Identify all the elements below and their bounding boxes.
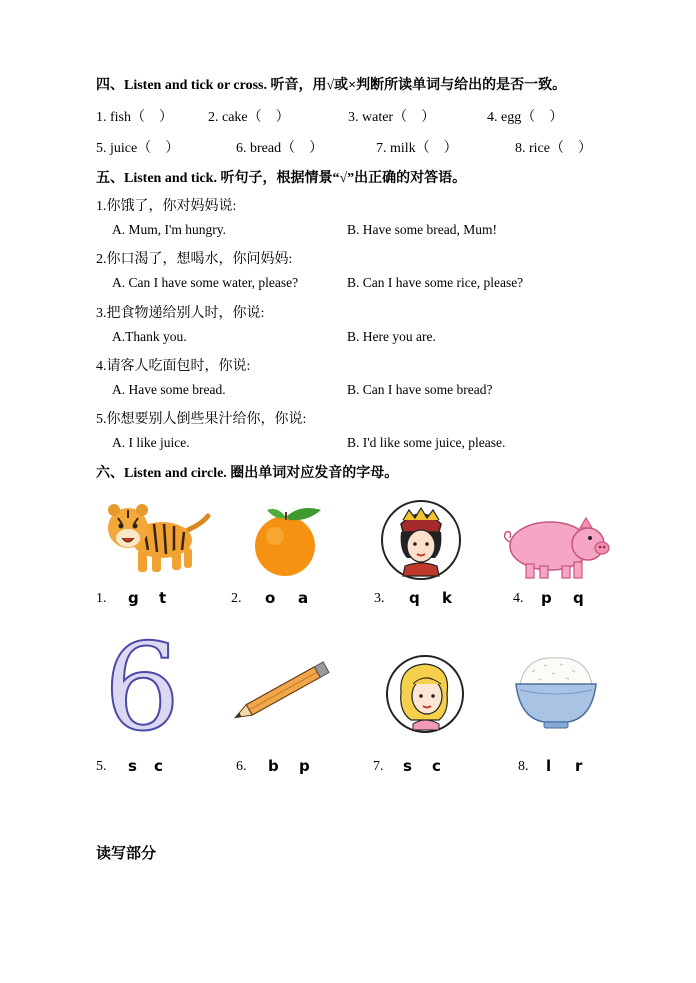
question-5: 5.你想要别人倒些果汁给你，你说:	[96, 412, 307, 427]
question-2-option-b: B. Can I have some rice, please?	[347, 275, 524, 290]
question-5-option-b: B. I'd like some juice, please.	[347, 435, 506, 450]
rice-bowl-icon	[512, 650, 600, 732]
question-2-option-a: A. Can I have some water, please?	[112, 275, 299, 290]
circle-item-5-letter-a[interactable]: s	[128, 757, 137, 775]
section4-heading: 四、Listen and tick or cross. 听音，用√或×判断所读单词与给出的是否一致。	[96, 78, 567, 93]
number-six-icon: 6	[103, 619, 181, 758]
section4-item-8: 8. rice（ ）	[515, 141, 592, 156]
question-1-option-a: A. Mum, I'm hungry.	[112, 222, 227, 237]
question-3-option-b: B. Here you are.	[347, 329, 436, 344]
pig-icon	[500, 510, 614, 582]
question-5-option-a: A. I like juice.	[112, 435, 190, 450]
question-2: 2.你口渴了，想喝水，你问妈妈:	[96, 252, 293, 267]
circle-item-6-letter-b[interactable]: p	[299, 757, 310, 775]
circle-item-1-letter-b[interactable]: t	[159, 589, 167, 607]
section4-item-6: 6. bread（ ）	[236, 141, 324, 156]
circle-item-4-letter-b[interactable]: q	[573, 589, 584, 607]
section6-heading: 六、Listen and circle. 圈出单词对应发音的字母。	[96, 466, 399, 481]
section4-item-4: 4. egg（ ）	[487, 110, 564, 125]
question-4: 4.请客人吃面包时，你说:	[96, 359, 251, 374]
section4-item-1: 1. fish（ ）	[96, 110, 173, 125]
question-3-option-a: A.Thank you.	[112, 329, 187, 344]
circle-item-2-number: 2.	[231, 591, 242, 606]
circle-item-8-letter-a[interactable]: l	[546, 757, 552, 775]
circle-item-5-number: 5.	[96, 759, 107, 774]
circle-item-4-number: 4.	[513, 591, 524, 606]
question-1-option-b: B. Have some bread, Mum!	[347, 222, 497, 237]
circle-item-3-number: 3.	[374, 591, 385, 606]
circle-item-8-letter-b[interactable]: r	[575, 757, 583, 775]
circle-item-1-letter-a[interactable]: g	[128, 589, 139, 607]
circle-item-7-letter-b[interactable]: c	[432, 757, 441, 775]
pencil-icon	[232, 654, 338, 726]
question-3: 3.把食物递给别人时，你说:	[96, 306, 265, 321]
orange-icon	[249, 502, 329, 578]
circle-item-7-number: 7.	[373, 759, 384, 774]
circle-item-7-letter-a[interactable]: s	[403, 757, 412, 775]
circle-item-2-letter-a[interactable]: o	[265, 589, 276, 607]
circle-item-6-letter-a[interactable]: b	[268, 757, 279, 775]
section5-heading: 五、Listen and tick. 听句子，根据情景“√”出正确的对答语。	[96, 171, 467, 186]
circle-item-5-letter-b[interactable]: c	[154, 757, 163, 775]
circle-item-3-letter-b[interactable]: k	[442, 589, 452, 607]
circle-item-4-letter-a[interactable]: p	[541, 589, 552, 607]
queen-icon	[379, 498, 463, 582]
reading-writing-section-heading: 读写部分	[96, 846, 157, 862]
circle-item-8-number: 8.	[518, 759, 529, 774]
section4-item-7: 7. milk（ ）	[376, 141, 458, 156]
circle-item-1-number: 1.	[96, 591, 107, 606]
circle-item-6-number: 6.	[236, 759, 247, 774]
girl-face-icon	[385, 654, 465, 734]
question-4-option-b: B. Can I have some bread?	[347, 382, 493, 397]
section4-item-5: 5. juice（ ）	[96, 141, 180, 156]
section4-item-2: 2. cake（ ）	[208, 110, 290, 125]
circle-item-3-letter-a[interactable]: q	[409, 589, 420, 607]
section4-item-3: 3. water（ ）	[348, 110, 436, 125]
tiger-icon	[100, 496, 212, 578]
question-1: 1.你饿了，你对妈妈说:	[96, 199, 237, 214]
question-4-option-a: A. Have some bread.	[112, 382, 226, 397]
circle-item-2-letter-b[interactable]: a	[298, 589, 309, 607]
